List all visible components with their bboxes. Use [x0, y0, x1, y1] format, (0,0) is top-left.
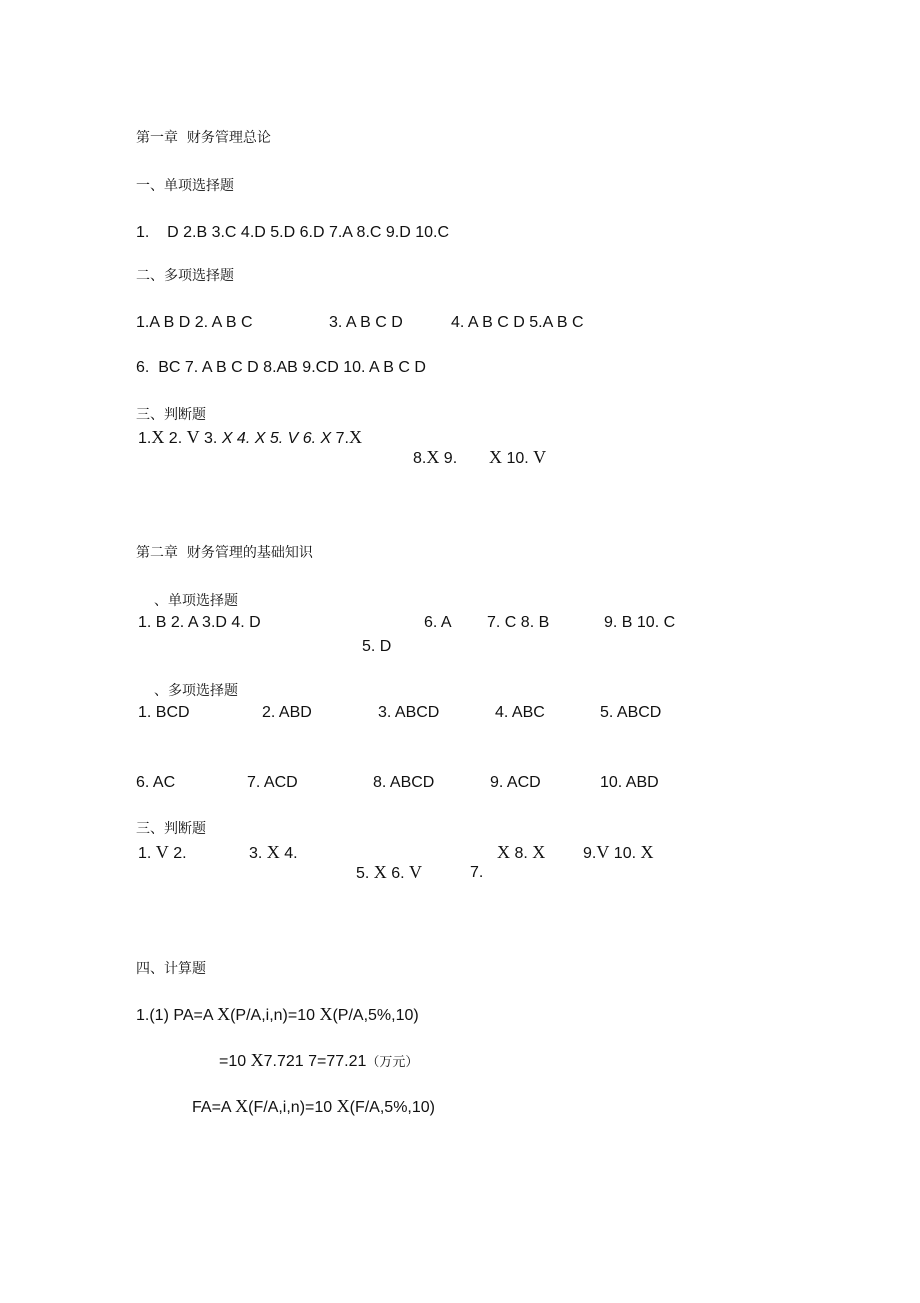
- ch2-tf-1: [138, 843, 187, 862]
- tf-mark: X: [426, 447, 440, 467]
- tf-mark: V: [155, 842, 169, 862]
- calc-text: =10: [219, 1053, 251, 1070]
- tf-text: 2.: [168, 845, 187, 862]
- chapter-2-title: 第二章 财务管理的基础知识: [136, 545, 313, 561]
- calc-line-2: [219, 1051, 418, 1070]
- ch2-multi-answer: 9. ACD: [490, 774, 541, 791]
- ch2-single-answers-d: 9. B 10. C: [604, 614, 676, 631]
- ch2-single-answers-b: 6. A: [424, 614, 452, 631]
- ch1-multi-answers-1c: 4. A B C D 5.A B C: [451, 314, 584, 331]
- calc-text: 1.(1) PA=A: [136, 1007, 218, 1024]
- tf-mark: X: [151, 427, 165, 447]
- ch2-multi-answer: 8. ABCD: [373, 774, 435, 791]
- calc-line-1: [136, 1005, 419, 1024]
- tf-text: 2.: [164, 430, 187, 447]
- ch2-tf-2: [249, 843, 298, 862]
- tf-mark: X 4. X 5. V 6. X: [221, 430, 332, 447]
- ch1-multi-choice-heading: 二、多项选择题: [136, 268, 234, 284]
- ch1-multi-answers-1b: 3. A B C D: [329, 314, 403, 331]
- tf-mark: X: [266, 842, 280, 862]
- ch2-multi-answer: 3. ABCD: [378, 704, 440, 721]
- calc-text: (P/A,i,n)=10: [230, 1007, 320, 1024]
- tf-text: 8.: [413, 450, 427, 467]
- calc-line-3: [192, 1097, 435, 1116]
- ch1-true-false-line2: [413, 448, 457, 467]
- ch2-multi-answer: 1. BCD: [138, 704, 190, 721]
- ch2-true-false-heading: 三、判断题: [136, 821, 206, 837]
- tf-text: 1.: [138, 430, 152, 447]
- tf-mark: V: [533, 447, 547, 467]
- ch2-single-choice-heading: 、单项选择题: [154, 593, 238, 609]
- tf-mark: V: [596, 842, 610, 862]
- times-sign: X: [250, 1050, 264, 1070]
- ch2-tf-6: 7.: [470, 864, 484, 881]
- tf-mark: X: [532, 842, 546, 862]
- calc-text: (F/A,5%,10): [349, 1099, 435, 1116]
- ch2-tf-3: [497, 843, 545, 862]
- times-sign: X: [319, 1004, 333, 1024]
- ch1-true-false-line1: [138, 428, 362, 447]
- tf-mark: X: [640, 842, 654, 862]
- ch1-single-choice-answers: 1. D 2.B 3.C 4.D 5.D 6.D 7.A 8.C 9.D 10.C: [136, 224, 450, 241]
- ch1-single-choice-heading: 一、单项选择题: [136, 178, 234, 194]
- ch2-multi-answer: 7. ACD: [247, 774, 298, 791]
- tf-mark: V: [409, 862, 423, 882]
- tf-text: 4.: [279, 845, 298, 862]
- times-sign: X: [235, 1096, 249, 1116]
- ch2-single-answers-c: 7. C 8. B: [487, 614, 550, 631]
- tf-text: 10.: [609, 845, 641, 862]
- tf-mark: X: [497, 842, 510, 862]
- ch1-multi-answers-1a: 1.A B D 2. A B C: [136, 314, 253, 331]
- ch2-tf-4: [583, 843, 653, 862]
- ch2-multi-choice-heading: 、多项选择题: [154, 683, 238, 699]
- ch2-single-answers-a: 1. B 2. A 3.D 4. D: [138, 614, 261, 631]
- ch2-multi-answer: 10. ABD: [600, 774, 659, 791]
- ch2-multi-answer: 6. AC: [136, 774, 176, 791]
- calc-text: (F/A,i,n)=10: [248, 1099, 337, 1116]
- ch1-true-false-heading: 三、判断题: [136, 407, 206, 423]
- tf-text: 9.: [439, 450, 458, 467]
- tf-text: 10.: [502, 450, 534, 467]
- tf-text: 5.: [356, 865, 374, 882]
- tf-mark: X: [489, 447, 502, 467]
- tf-text: 3.: [199, 430, 222, 447]
- chapter-1-title: 第一章 财务管理总论: [136, 130, 271, 146]
- tf-mark: V: [186, 427, 200, 447]
- ch2-calc-heading: 四、计算题: [136, 961, 206, 977]
- ch2-multi-answer: 4. ABC: [495, 704, 545, 721]
- tf-text: 3.: [249, 845, 267, 862]
- times-sign: X: [336, 1096, 350, 1116]
- ch2-multi-answer: 2. ABD: [262, 704, 312, 721]
- tf-text: 7.: [331, 430, 349, 447]
- tf-mark: X: [349, 427, 362, 447]
- calc-text: FA=A: [192, 1099, 236, 1116]
- tf-text: 9.: [583, 845, 597, 862]
- tf-mark: X: [373, 862, 387, 882]
- tf-text: 1.: [138, 845, 156, 862]
- ch2-multi-answer: 5. ABCD: [600, 704, 662, 721]
- times-sign: X: [217, 1004, 231, 1024]
- ch2-tf-5: [356, 863, 422, 882]
- ch1-true-false-line2b: [489, 448, 546, 467]
- ch1-multi-answers-2: 6. BC 7. A B C D 8.AB 9.CD 10. A B C D: [136, 359, 426, 376]
- tf-text: 6.: [386, 865, 410, 882]
- tf-text: 8.: [510, 845, 533, 862]
- calc-text: (P/A,5%,10): [332, 1007, 419, 1024]
- ch2-single-answers-e: 5. D: [362, 638, 392, 655]
- unit-label: （万元）: [366, 1055, 419, 1070]
- calc-text: 7.721 7=77.21: [263, 1053, 367, 1070]
